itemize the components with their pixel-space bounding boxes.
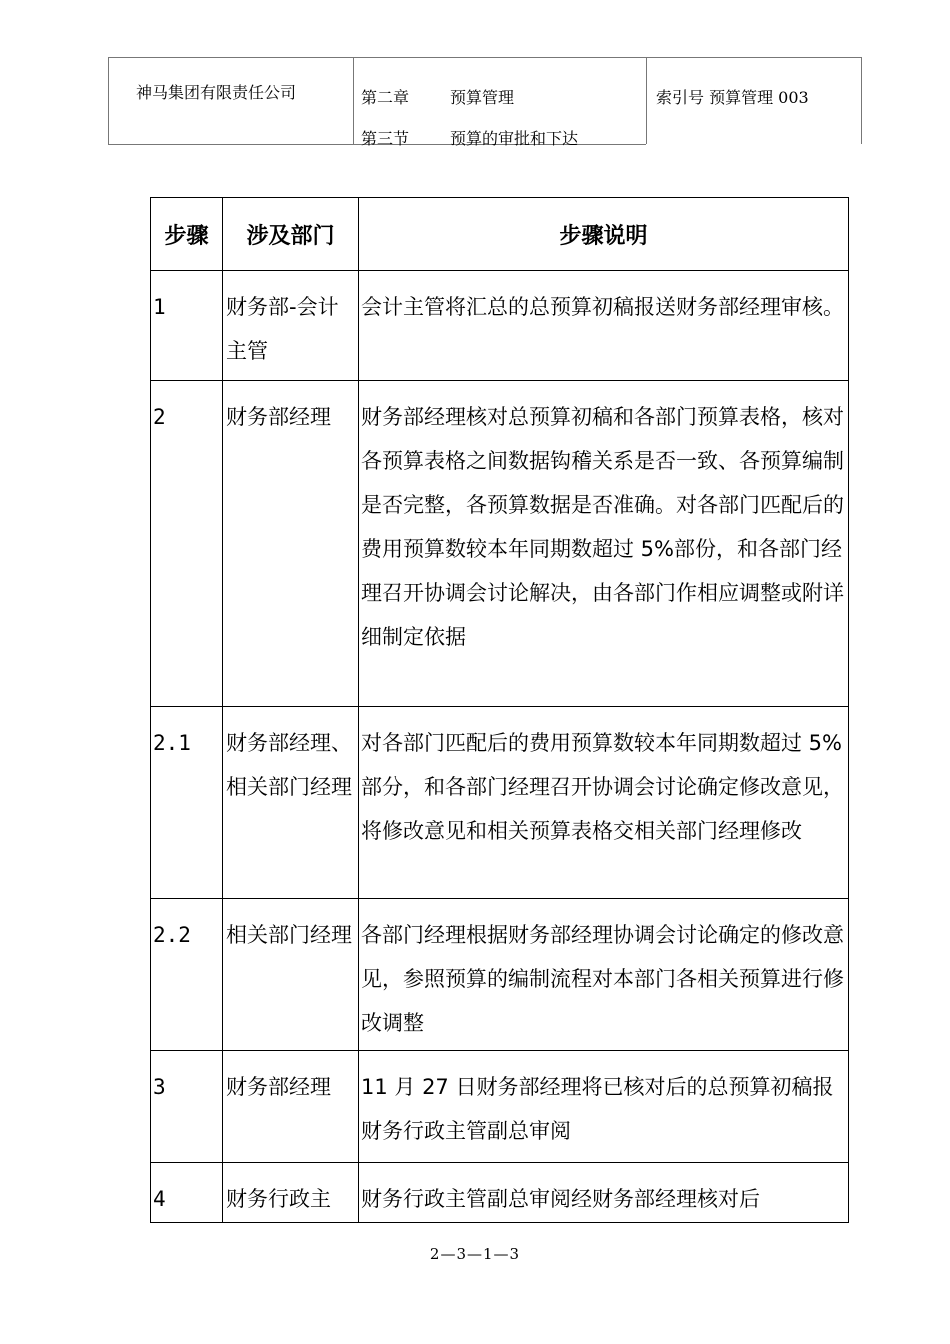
dept-cell: 相关部门经理	[223, 899, 359, 1051]
dept-cell: 财务部经理	[223, 381, 359, 707]
table-row	[151, 707, 849, 899]
header-divider	[861, 58, 862, 144]
step-cell: 2.2	[151, 899, 223, 1051]
page-number: 2—3—1—3	[429, 1245, 521, 1263]
chapter-title: 预算管理	[450, 88, 515, 107]
document-header	[108, 57, 862, 148]
index-number: 索引号 预算管理 003	[656, 88, 809, 107]
dept-cell: 财务行政主	[223, 1163, 359, 1223]
header-divider	[108, 58, 109, 144]
chapter-label: 第二章	[361, 88, 410, 107]
section-label: 第三节	[361, 129, 410, 148]
desc-cell: 财务行政主管副总审阅经财务部经理核对后	[359, 1163, 849, 1223]
column-header-step: 步骤	[151, 198, 223, 271]
table-row	[151, 1163, 849, 1223]
desc-cell: 对各部门匹配后的费用预算数较本年同期数超过 5%部分，和各部门经理召开协调会讨论确定修改意见，将修改意见和相关预算表格交相关部门经理修改	[359, 707, 849, 899]
company-name: 神马集团有限责任公司	[136, 83, 297, 102]
table-row	[151, 271, 849, 381]
section-title: 预算的审批和下达	[450, 129, 579, 148]
step-cell: 4	[151, 1163, 223, 1223]
desc-cell: 各部门经理根据财务部经理协调会讨论确定的修改意见，参照预算的编制流程对本部门各相关预算进行修改调整	[359, 899, 849, 1051]
step-cell: 2.1	[151, 707, 223, 899]
header-divider	[353, 58, 354, 144]
table-row	[151, 899, 849, 1051]
table-row	[151, 381, 849, 707]
steps-table	[150, 197, 849, 1223]
dept-cell: 财务部-会计主管	[223, 271, 359, 381]
step-cell: 3	[151, 1051, 223, 1163]
column-header-dept: 涉及部门	[223, 198, 359, 271]
dept-cell: 财务部经理、相关部门经理	[223, 707, 359, 899]
step-cell: 1	[151, 271, 223, 381]
table-header-row	[151, 198, 849, 271]
header-divider	[646, 58, 647, 144]
desc-cell: 11 月 27 日财务部经理将已核对后的总预算初稿报财务行政主管副总审阅	[359, 1051, 849, 1163]
desc-cell: 财务部经理核对总预算初稿和各部门预算表格，核对各预算表格之间数据钩稽关系是否一致、各预算编制是否完整，各预算数据是否准确。对各部门匹配后的费用预算数较本年同期数超过 5%部份，和各部门经理召开协调会讨论解决，由各部门作相应调整或附详细制定依据	[359, 381, 849, 707]
column-header-desc: 步骤说明	[359, 198, 849, 271]
table-row	[151, 1051, 849, 1163]
dept-cell: 财务部经理	[223, 1051, 359, 1163]
step-cell: 2	[151, 381, 223, 707]
desc-cell: 会计主管将汇总的总预算初稿报送财务部经理审核。	[359, 271, 849, 381]
